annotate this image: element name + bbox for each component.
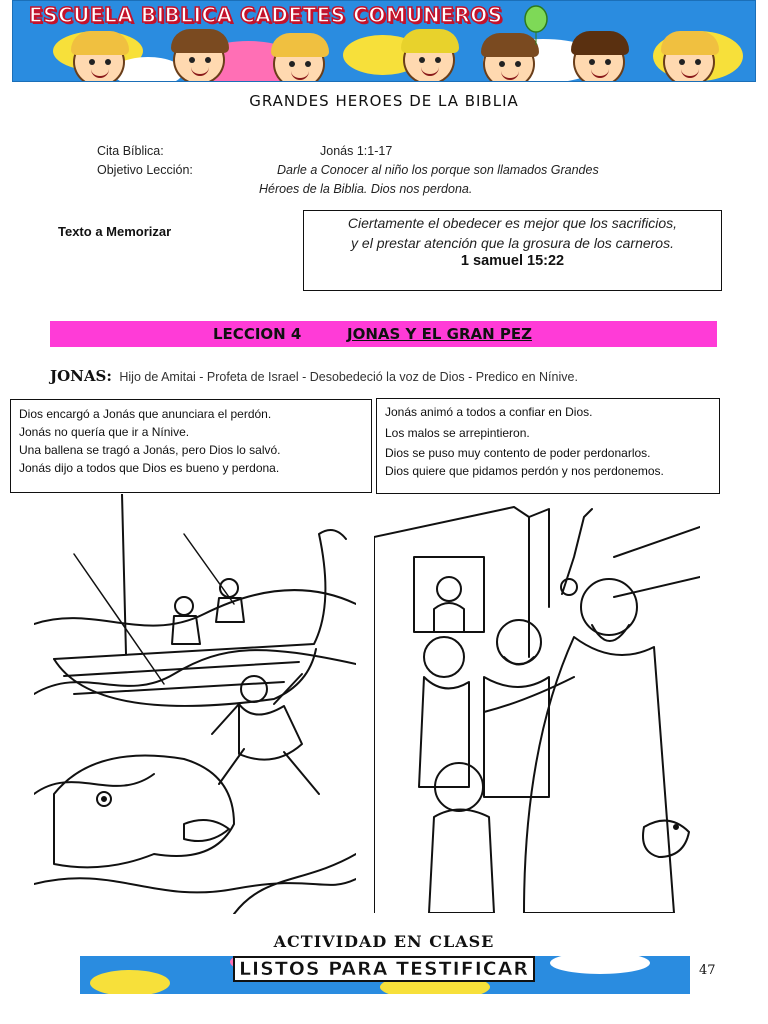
activity-subtitle-text: LISTOS PARA TESTIFICAR <box>233 956 535 982</box>
story-line: Dios encargó a Jonás que anunciara el perdón. <box>19 407 272 421</box>
lesson-number: LECCION 4 <box>213 325 302 343</box>
story-line: Jonás no quería que ir a Nínive. <box>19 425 190 439</box>
story-line: Jonás animó a todos a confiar en Dios. <box>385 405 593 419</box>
story-left-box <box>10 399 372 493</box>
kid-face-icon <box>403 35 455 82</box>
memory-verse-reference: 1 samuel 15:22 <box>460 253 565 269</box>
memory-verse-line-2: y el prestar atención que la grosura de los carneros. <box>351 235 674 251</box>
page-title: GRANDES HEROES DE LA BIBLIA <box>249 92 519 110</box>
story-line: Jonás dijo a todos que Dios es bueno y perdona. <box>19 461 280 475</box>
memorizar-label: Texto a Memorizar <box>58 224 172 239</box>
jonas-key: JONAS: <box>50 367 112 385</box>
banner-title: ESCUELA BIBLICA CADETES COMUNEROS <box>29 3 503 27</box>
story-right-box <box>376 398 720 494</box>
memory-verse-box <box>303 210 722 291</box>
jonah-preaching-nineveh-illustration <box>374 497 700 913</box>
header-banner <box>12 0 756 82</box>
story-line: Dios se puso muy contento de poder perdonarlos. <box>385 446 651 460</box>
lesson-heading-bar <box>50 321 717 347</box>
cita-value: Jonás 1:1-17 <box>320 144 393 158</box>
jonah-boat-whale-illustration <box>34 494 356 914</box>
kid-face-icon <box>73 37 125 82</box>
activity-subtitle <box>0 958 768 980</box>
page-number: 47 <box>699 963 716 978</box>
story-line: Una ballena se tragó a Jonás, pero Dios lo salvó. <box>19 443 281 457</box>
kid-face-icon <box>273 39 325 82</box>
objetivo-line-1: Darle a Conocer al niño los porque son llamados Grandes <box>277 163 599 177</box>
objetivo-line-2: Héroes de la Biblia. Dios nos perdona. <box>259 182 473 196</box>
kid-face-icon <box>483 39 535 82</box>
kid-face-icon <box>173 35 225 82</box>
jonas-description <box>50 367 578 385</box>
kid-face-icon <box>573 37 625 82</box>
objetivo-label: Objetivo Lección: <box>97 163 193 177</box>
activity-title: ACTIVIDAD EN CLASE <box>273 932 495 951</box>
kid-face-icon <box>663 37 715 82</box>
lesson-name: JONAS Y EL GRAN PEZ <box>347 325 532 343</box>
cita-label: Cita Bíblica: <box>97 144 164 158</box>
balloon-icon <box>521 5 551 45</box>
story-line: Dios quiere que pidamos perdón y nos perdonemos. <box>385 464 664 478</box>
memory-verse-line-1: Ciertamente el obedecer es mejor que los sacrificios, <box>347 215 678 231</box>
story-line: Los malos se arrepintieron. <box>385 426 530 440</box>
jonas-text: Hijo de Amitai - Profeta de Israel - Desobedeció la voz de Dios - Predico en Nínive. <box>119 370 578 384</box>
